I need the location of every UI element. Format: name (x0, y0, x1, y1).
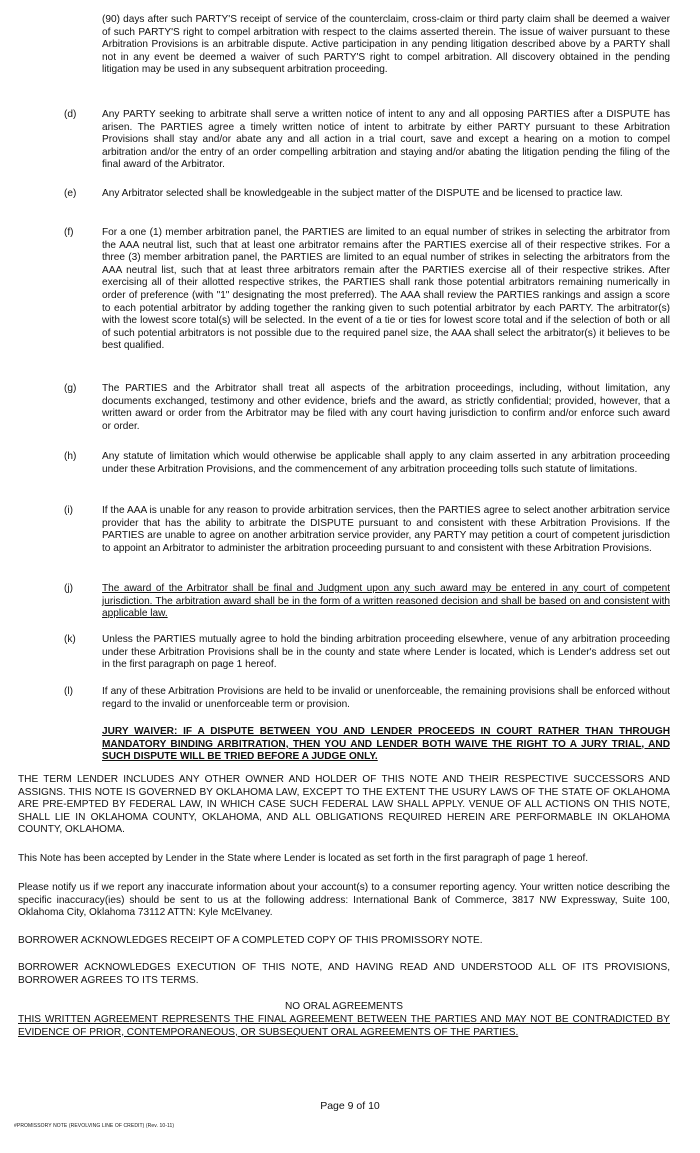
provision-label: (f) (64, 227, 74, 238)
provision-label: (e) (64, 188, 77, 199)
provision-text: The award of the Arbitrator shall be final and Judgment upon any such award may be entered in any court of competent jurisdiction. The arbitration award shall be in the form of a written reasoned decision and shall be based on and consistent with applicable law. (102, 583, 670, 620)
notify-paragraph: Please notify us if we report any inaccurate information about your account(s) to a consumer reporting agency. Your written notice describing the specific inaccuracy(ies) should be sent to us at the following address: International Bank of Commerce, 3817 NW Expressway, Suite 100, Oklahoma City, Oklahoma 73112 ATTN: Kyle McElvaney. (18, 882, 670, 919)
provision-label: (g) (64, 383, 77, 394)
jury-waiver: JURY WAIVER: IF A DISPUTE BETWEEN YOU AND LENDER PROCEEDS IN COURT RATHER THAN THROUGH MANDATORY BINDING ARBITRATION, THEN YOU AND LENDER BOTH WAIVE THE RIGHT TO A JURY TRIAL, AND SUCH DISPUTE WILL BE TRIED BEFORE A JUDGE ONLY. (102, 726, 670, 763)
provision-label: (k) (64, 634, 76, 645)
provision-label: (l) (64, 686, 73, 697)
no-oral-title: NO ORAL AGREEMENTS (285, 1001, 403, 1012)
provision-text: For a one (1) member arbitration panel, the PARTIES are limited to an equal number of strikes in selecting the arbitrator from the AAA neutral list, such that at least one arbitrator remains after the PARTIES exercise all of their respective strikes. For a three (3) member arbitration panel, the PARTIES are limited to an equal number of strikes in selecting the arbitrators from the AAA neutral list, such that at least three arbitrators remain after the PARTIES exercise all of their respective strikes. After exercising all of their allotted respective strikes, the PARTIES shall rank those potential arbitrators remaining numerically in order of preference (with "1" designating the most preferred). The AAA shall review the PARTIES rankings and assign a score to each potential arbitrator by adding together the ranking given to such potential arbitrator by each PARTY. The arbitrator(s) with the lowest score total(s) will be selected. In the event of a tie or ties for lowest score total and if the selection of both or all of such potential arbitrators is not possible due to the required panel size, the AAA shall select the arbitrator(s) it believes to be best qualified. (102, 227, 670, 352)
page-number: Page 9 of 10 (320, 1100, 380, 1112)
no-oral-text: THIS WRITTEN AGREEMENT REPRESENTS THE FINAL AGREEMENT BETWEEN THE PARTIES AND MAY NOT BE CONTRADICTED BY EVIDENCE OF PRIOR, CONTEMPORANEOUS, OR SUBSEQUENT ORAL AGREEMENTS OF THE PARTIES. (18, 1014, 670, 1038)
provision-label: (j) (64, 583, 73, 594)
provision-text: Any Arbitrator selected shall be knowledgeable in the subject matter of the DISPUTE and be licensed to practice law. (102, 188, 623, 199)
provision-text: Unless the PARTIES mutually agree to hold the binding arbitration proceeding elsewhere, venue of any arbitration proceeding under these Arbitration Provisions shall be in the county and state where Lender is located, which is Lender's address set out in the first paragraph on page 1 hereof. (102, 634, 670, 671)
ack-execution: BORROWER ACKNOWLEDGES EXECUTION OF THIS NOTE, AND HAVING READ AND UNDERSTOOD ALL OF ITS PROVISIONS, BORROWER AGREES TO ITS TERMS. (18, 962, 670, 986)
provision-text: If any of these Arbitration Provisions are held to be invalid or unenforceable, the remaining provisions shall be enforced without regard to the invalid or unenforceable term or provision. (102, 686, 670, 710)
provision-label: (i) (64, 505, 73, 516)
accepted-paragraph: This Note has been accepted by Lender in the State where Lender is located as set forth in the first paragraph of page 1 hereof. (18, 853, 589, 864)
term-lender-paragraph: THE TERM LENDER INCLUDES ANY OTHER OWNER AND HOLDER OF THIS NOTE AND THEIR RESPECTIVE SUCCESSORS AND ASSIGNS. THIS NOTE IS GOVERNED BY OKLAHOMA LAW, EXCEPT TO THE EXTENT THE USURY LAWS OF THE STATE OF OKLAHOMA ARE PRE-EMPTED BY FEDERAL LAW, IN WHICH CASE SUCH FEDERAL LAW SHALL APPLY. VENUE OF ALL ACTIONS ON THIS NOTE, SHALL LIE IN OKLAHOMA COUNTY, OKLAHOMA, AND ALL OBLIGATIONS REQUIRED HEREIN ARE PERFORMABLE IN OKLAHOMA COUNTY, OKLAHOMA. (18, 774, 670, 836)
provision-text: Any statute of limitation which would otherwise be applicable shall apply to any claim asserted in any arbitration proceeding under these Arbitration Provisions, and the commencement of any arbitration proceeding tolls such statute of limitations. (102, 451, 670, 475)
provision-text: Any PARTY seeking to arbitrate shall serve a written notice of intent to any and all opposing PARTIES after a DISPUTE has arisen. The PARTIES agree a timely written notice of intent to arbitrate by either PARTY pursuant to these Arbitration Provisions shall stay and/or abate any and all action in a trial court, save and except a hearing on a motion to compel arbitration and/or the entry of an order compelling arbitration and staying and/or abating the litigation pending the filing of the final award of the Arbitrator. (102, 109, 670, 171)
provision-label: (h) (64, 451, 77, 462)
provision-text: The PARTIES and the Arbitrator shall treat all aspects of the arbitration proceedings, including, without limitation, any documents exchanged, testimony and other evidence, briefs and the award, as strictly confidential; provided, however, that a written award or order from the Arbitrator may be filed with any court having jurisdiction to confirm and/or enforce such award or order. (102, 383, 670, 432)
form-id: #PROMISSORY NOTE (REVOLVING LINE OF CREDIT) (Rev. 10-11) (14, 1123, 175, 1129)
provision-label: (d) (64, 109, 77, 120)
continued-paragraph: (90) days after such PARTY'S receipt of service of the counterclaim, cross-claim or third party claim shall be deemed a waiver of such PARTY'S right to compel arbitration with respect to the claims asserted therein. The issue of waiver pursuant to these Arbitration Provisions is an arbitrable dispute. Active participation in any pending litigation described above by a PARTY shall not in any event be deemed a waiver of such PARTY'S right to compel arbitration. All discovery obtained in the pending litigation may be used in any subsequent arbitration proceeding. (102, 14, 670, 76)
provision-text: If the AAA is unable for any reason to provide arbitration services, then the PARTIES agree to select another arbitration service provider that has the ability to arbitrate the DISPUTE pursuant to and consistent with these Arbitration Provisions. If the PARTIES are unable to agree on another arbitration service provider, any PARTY may petition a court of competent jurisdiction to appoint an Arbitrator to administer the arbitration proceeding pursuant to and consistent with these Arbitration Provisions. (102, 505, 670, 554)
ack-receipt: BORROWER ACKNOWLEDGES RECEIPT OF A COMPLETED COPY OF THIS PROMISSORY NOTE. (18, 935, 483, 946)
